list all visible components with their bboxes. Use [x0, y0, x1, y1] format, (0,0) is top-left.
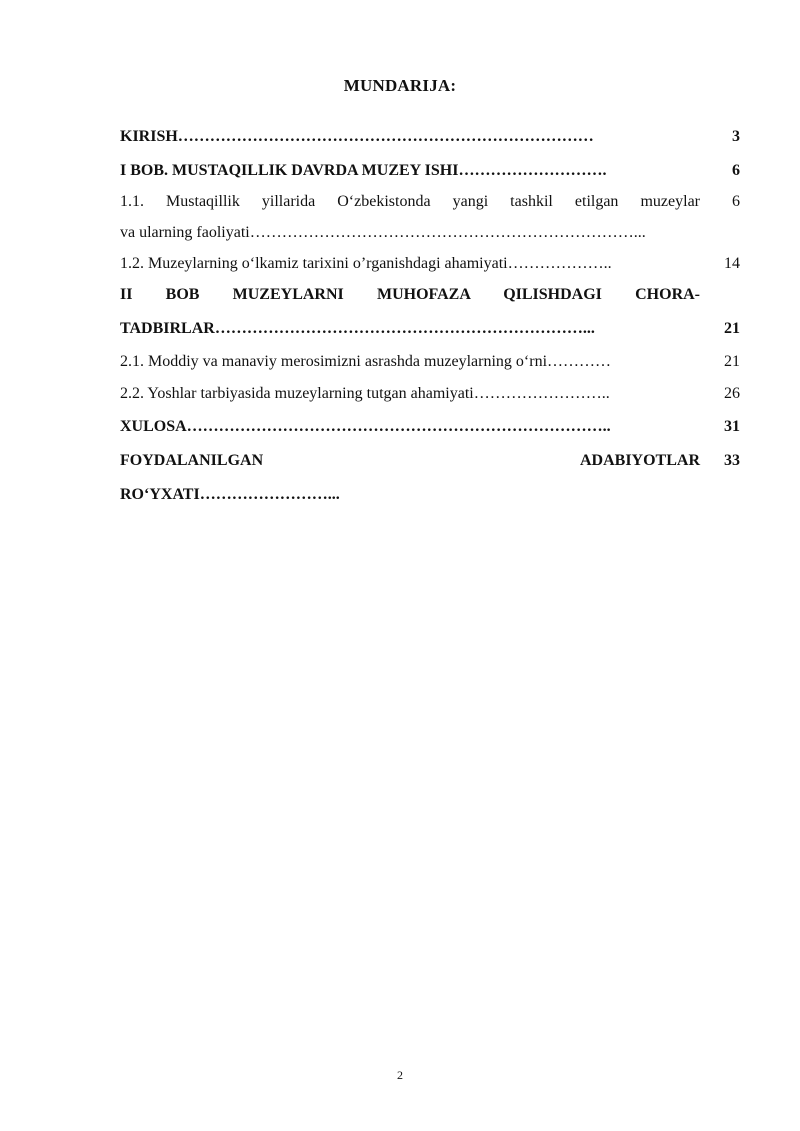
toc-entry-text-line2: TADBIRLAR……………………………………………………………...: [120, 320, 595, 337]
toc-entry-text: 2.1. Moddiy va manaviy merosimizni asrashda muzeylarning o‘rni…………: [120, 353, 612, 370]
toc-entry-text: XULOSA……………………………………………………………………..: [120, 418, 611, 435]
toc-entry-text: 2.2. Yoshlar tarbiyasida muzeylarning tutgan ahamiyati……………………..: [120, 385, 610, 402]
toc-entry-section-1-1: [120, 186, 740, 248]
toc-entry-page: 14: [724, 255, 740, 272]
toc-entry-chapter-2: [120, 278, 740, 346]
toc-entry-page: 21: [724, 353, 740, 370]
toc-entry-section-2-2: [120, 378, 740, 410]
toc-entry-text: 1.2. Muzeylarning o‘lkamiz tarixini o’rganishdagi ahamiyati………………..: [120, 255, 612, 272]
toc-entry-text-line2: va ularning faoliyati………………………………………………………………...: [120, 224, 646, 241]
toc-entry-page: 3: [732, 128, 740, 145]
toc-entry-text: [120, 186, 700, 248]
toc-entry-text-line1: II BOB MUZEYLARNI MUHOFAZA QILISHDAGI CHORA-: [120, 286, 700, 303]
toc-entry-kirish: [120, 120, 740, 154]
toc-title: MUNDARIJA:: [343, 76, 457, 95]
toc-entry-section-2-1: [120, 346, 740, 378]
toc-entry-text: [120, 278, 700, 346]
toc-entry-page: 6: [732, 162, 740, 179]
toc-entry-text: [120, 444, 700, 512]
toc-entry-page: 21: [724, 320, 740, 337]
toc-entry-text: KIRISH……………………………………………………………………: [120, 128, 594, 145]
toc-entry-text-line1: FOYDALANILGAN ADABIYOTLAR: [120, 452, 700, 469]
toc-entry-text-line2: RO‘YXATI……………………...: [120, 486, 340, 503]
page-number: 2: [397, 1068, 403, 1082]
toc-entry-chapter-1: [120, 154, 740, 186]
toc-entry-page: 31: [724, 418, 740, 435]
toc-entry-section-1-2: [120, 248, 740, 278]
toc-entry-text: I BOB. MUSTAQILLIK DAVRDA MUZEY ISHI……………………….: [120, 162, 607, 179]
toc-entry-page: 26: [724, 385, 740, 402]
toc-entry-references: [120, 444, 740, 512]
table-of-contents: [120, 120, 740, 512]
toc-entry-page: 33: [724, 452, 740, 469]
toc-entry-text-line1: 1.1. Mustaqillik yillarida O‘zbekistonda yangi tashkil etilgan muzeylar: [120, 193, 700, 210]
toc-entry-page: 6: [732, 193, 740, 210]
toc-entry-xulosa: [120, 410, 740, 444]
